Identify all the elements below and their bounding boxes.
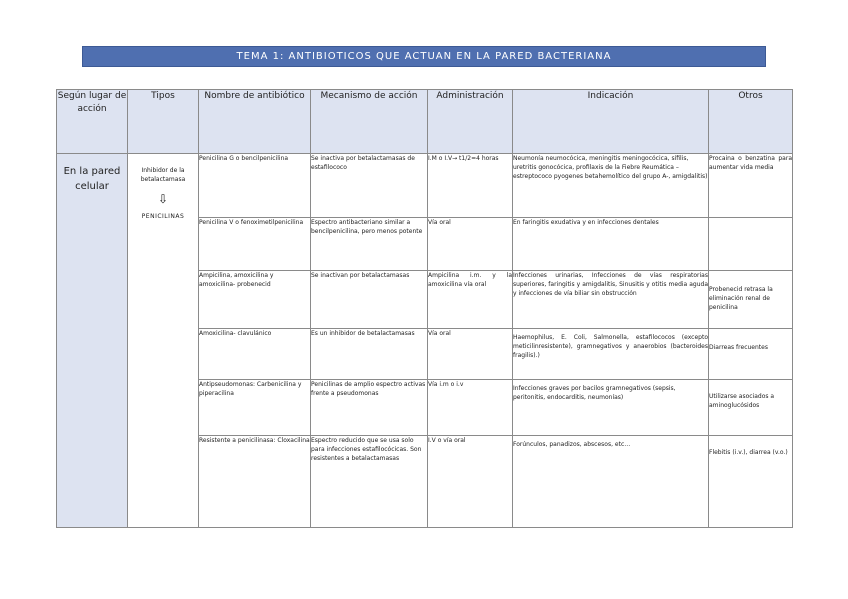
- otros-cell: Flebitis (i.v.), diarrea (v.o.): [709, 436, 793, 528]
- arrow-down-icon: ⇩: [157, 192, 169, 206]
- indicacion-cell: Neumonía neumocócica, meningitis meningocócica, sífilis, uretritis gonocócica, profilaxis de la Fiebre Reumática – estreptococo pyogenes betahemolítico del grupo A-, amigdalitis): [513, 154, 709, 218]
- header-mecanismo: Mecanismo de acción: [311, 90, 428, 154]
- mecanismo-cell: Espectro reducido que se usa solo para infecciones estafilocócicas. Son resistentes a betalactamasas: [311, 436, 428, 528]
- otros-cell: Probenecid retrasa la eliminación renal de penicilina: [709, 271, 793, 329]
- header-indicacion: Indicación: [513, 90, 709, 154]
- administracion-cell: Vía i.m o i.v: [428, 380, 513, 436]
- header-otros: Otros: [709, 90, 793, 154]
- otros-cell: [709, 218, 793, 271]
- mecanismo-cell: Penicilinas de amplio espectro activas frente a pseudomonas: [311, 380, 428, 436]
- administracion-cell: I.V o vía oral: [428, 436, 513, 528]
- tipo-penicilinas: PENICILINAS: [141, 213, 185, 220]
- nombre-cell: Amoxicilina- clavulánico: [199, 329, 311, 380]
- indicacion-cell: Forúnculos, panadizos, abscesos, etc…: [513, 436, 709, 528]
- nombre-cell: Ampicilina, amoxicilina y amoxicilina- probenecid: [199, 271, 311, 329]
- administracion-cell: Vía oral: [428, 218, 513, 271]
- lugar-cell: En la pared celular: [57, 154, 128, 528]
- header-tipos: Tipos: [128, 90, 199, 154]
- page-title: TEMA 1: ANTIBIOTICOS QUE ACTUAN EN LA PARED BACTERIANA: [82, 46, 766, 67]
- table-header-row: [57, 90, 793, 154]
- tipos-cell: [128, 154, 199, 528]
- indicacion-cell: Infecciones urinarias, Infecciones de vías respiratorias superiores, faringitis y amigdalitis, Sinusitis y otitis media aguda y infecciones de vía biliar sin obstrucción: [513, 271, 709, 329]
- otros-cell: Utilizarse asociados a aminoglucósidos: [709, 380, 793, 436]
- mecanismo-cell: Se inactiva por betalactamasas de estafilococo: [311, 154, 428, 218]
- indicacion-cell: Haemophilus, E. Coli, Salmonella, estafilococos (excepto meticilinresistente), gramnegativos y anaerobios (bacteroides fragilis).): [513, 329, 709, 380]
- header-administracion: Administración: [428, 90, 513, 154]
- header-lugar: Según lugar de acción: [57, 90, 128, 154]
- nombre-cell: Penicilina V o fenoximetilpenicilina: [199, 218, 311, 271]
- administracion-cell: Vía oral: [428, 329, 513, 380]
- mecanismo-cell: Es un inhibidor de betalactamasas: [311, 329, 428, 380]
- mecanismo-cell: Se inactivan por betalactamasas: [311, 271, 428, 329]
- indicacion-cell: Infecciones graves por bacilos gramnegativos (sepsis, peritonitis, endocarditis, neumonías): [513, 380, 709, 436]
- nombre-cell: Antipseudomonas: Carbenicilina y piperacilina: [199, 380, 311, 436]
- nombre-cell: Penicilina G o bencilpenicilina: [199, 154, 311, 218]
- administracion-cell: Ampicilina i.m. y la amoxicilina vía oral: [428, 271, 513, 329]
- table-row: [57, 154, 793, 218]
- nombre-cell: Resistente a penicilinasa: Cloxacilina: [199, 436, 311, 528]
- antibiotics-table: [56, 89, 793, 528]
- tipo-inhibidor: Inhibidor de la betalactamasa: [140, 167, 186, 183]
- mecanismo-cell: Espectro antibacteriano similar a bencilpenicilina, pero menos potente: [311, 218, 428, 271]
- otros-cell: Diarreas frecuentes: [709, 329, 793, 380]
- header-nombre: Nombre de antibiótico: [199, 90, 311, 154]
- administracion-cell: I.M o I.V→ t1/2=4 horas: [428, 154, 513, 218]
- indicacion-cell: En faringitis exudativa y en infecciones dentales: [513, 218, 709, 271]
- otros-cell: Procaina o benzatina para aumentar vida media: [709, 154, 793, 218]
